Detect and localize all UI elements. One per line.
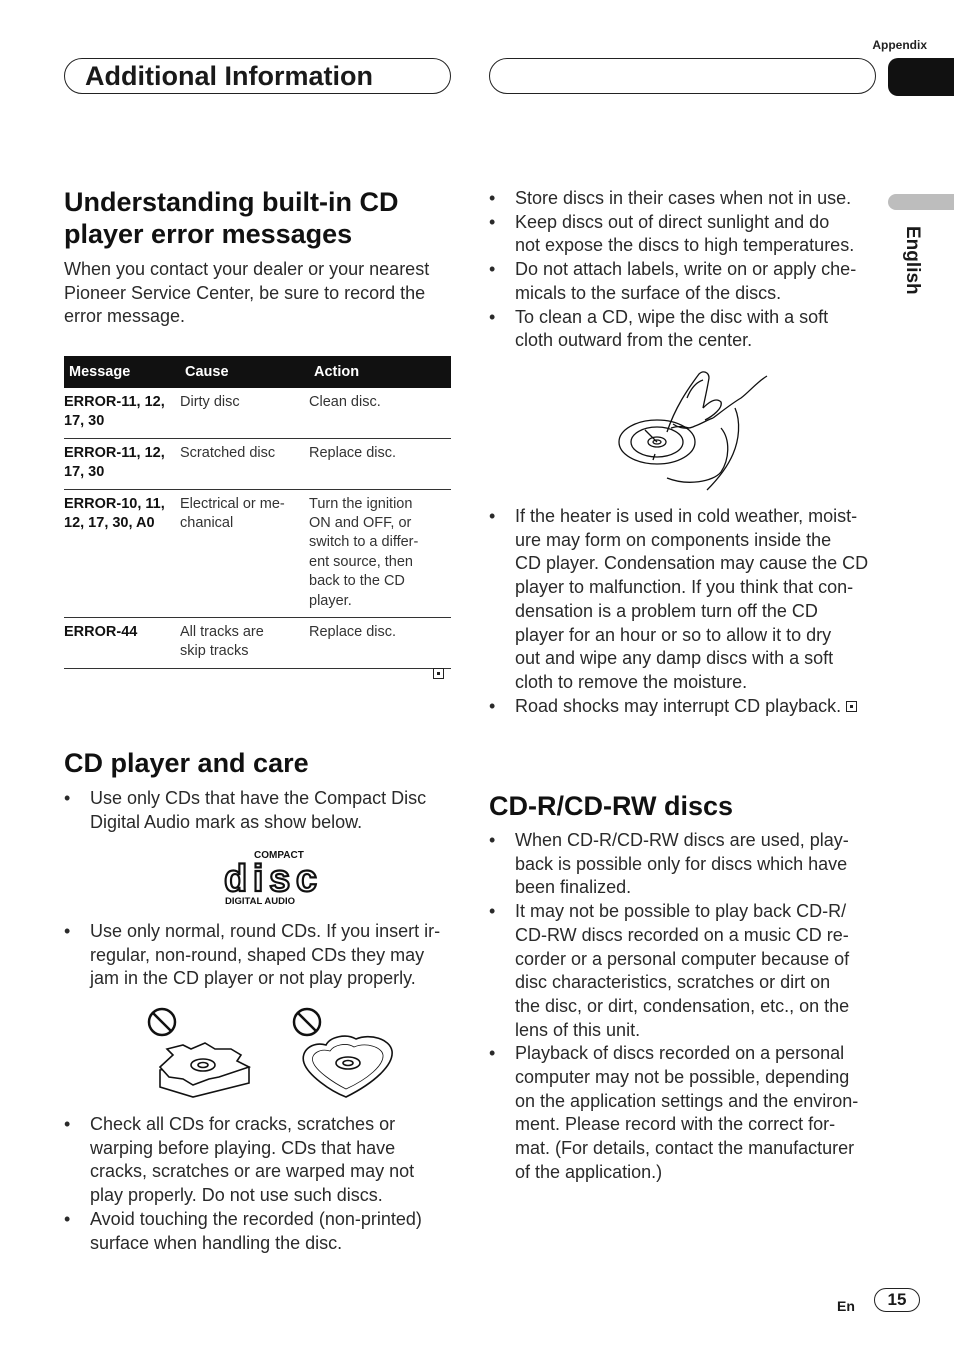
language-code: En [837, 1298, 855, 1314]
list-item-line: player for an hour or so to allow it to dry [515, 624, 832, 645]
list-item-line: cracks, scratches or are warped may not [90, 1161, 415, 1182]
cell-line: ERROR-10, 11, [64, 495, 165, 512]
list-item-line: play properly. Do not use such discs. [90, 1185, 383, 1206]
list-item-line: • To clean a CD, wipe the disc with a soft [515, 306, 829, 327]
table-cell-message [64, 388, 180, 438]
list-item [489, 1042, 884, 1184]
end-mark-icon [433, 665, 444, 683]
table-row [64, 438, 451, 489]
prohibited-icon [294, 1009, 320, 1035]
irregular-disc-illustration [145, 1005, 255, 1100]
list-item [489, 695, 884, 719]
list-item-line: corder or a personal computer because of [515, 948, 850, 969]
list-item-line: • Avoid touching the recorded (non-printed) [90, 1208, 422, 1229]
cell-line: ON and OFF, or [309, 515, 412, 532]
intro-line: When you contact your dealer or your nearest [64, 259, 430, 279]
list-item-line: out and wipe any damp discs with a soft [515, 648, 834, 669]
table-cell-action [309, 388, 451, 438]
table-header-row [64, 356, 451, 388]
cell-line: Scratched disc [180, 444, 276, 461]
intro-line: error message. [64, 306, 186, 327]
cd-cleaning-illustration [617, 368, 773, 493]
list-item-line: jam in the CD player or not play properly. [90, 968, 416, 989]
col-header: Action [309, 356, 451, 388]
cell-line: Dirty disc [180, 394, 240, 410]
list-item-line [515, 695, 884, 719]
table-cell-cause [180, 489, 309, 617]
list-item-line: computer may not be possible, depending [515, 1067, 850, 1088]
cell-line: back to the CD [309, 573, 405, 590]
logo-bottom-text: DIGITAL AUDIO [225, 896, 296, 906]
care-heading: CD player and care [64, 748, 309, 778]
list-item-line: regular, non-round, shaped CDs they may [90, 944, 425, 965]
table-cell-cause [180, 388, 309, 438]
table-row [64, 388, 451, 438]
cell-line: 12, 17, 30, A0 [64, 515, 155, 532]
cell-line: 17, 30 [64, 413, 105, 430]
compact-disc-logo [222, 848, 318, 906]
table-cell-message [64, 618, 180, 669]
list-item [489, 211, 884, 258]
cell-line: ERROR-11, 12, [64, 394, 165, 410]
table-cell-cause [180, 618, 309, 669]
col-header: Message [64, 356, 180, 388]
table-row [64, 489, 451, 617]
cell-line: Electrical or me- [180, 495, 285, 512]
list-item-line: micals to the surface of the discs. [515, 282, 782, 303]
list-item-line: • Use only CDs that have the Compact Disc [90, 788, 427, 808]
table-cell-action [309, 618, 451, 669]
list-item-line: • Playback of discs recorded on a personal [515, 1043, 845, 1064]
heart-disc-illustration [290, 1005, 400, 1100]
cell-line: ent source, then [309, 553, 413, 570]
list-item-line: of the application.) [515, 1161, 663, 1182]
list-item [489, 187, 884, 211]
chapter-title: Additional Information [85, 61, 373, 91]
table-cell-action [309, 489, 451, 617]
list-item-line: warping before playing. CDs that have [90, 1137, 396, 1158]
cdr-list [489, 829, 884, 1185]
error-heading-line1: Understanding built-in CD [64, 187, 399, 217]
list-item-line: • Keep discs out of direct sunlight and do [515, 211, 830, 232]
table-row [64, 618, 451, 669]
cdr-heading: CD-R/CD-RW discs [489, 791, 734, 821]
list-item-line: • Do not attach labels, write on or apply che- [515, 259, 857, 280]
cell-line: skip tracks [180, 643, 249, 660]
table-cell-cause [180, 438, 309, 489]
cell-line: 17, 30 [64, 464, 105, 481]
list-item-line: disc characteristics, scratches or dirt on [515, 972, 831, 993]
logo-top-text: COMPACT [254, 850, 304, 861]
cell-line: ERROR-44 [64, 624, 138, 641]
list-item-line: • It may not be possible to play back CD-R/ [515, 901, 847, 922]
section-label: Appendix [872, 38, 927, 52]
list-item-line: • Store discs in their cases when not in use. [515, 188, 852, 208]
table-cell-message [64, 489, 180, 617]
list-item-line: surface when handling the disc. [90, 1232, 343, 1253]
list-item-line: • Check all CDs for cracks, scratches or [90, 1114, 396, 1134]
list-item [489, 505, 884, 695]
cdr-section-heading [489, 790, 733, 822]
list-item-line: back is possible only for discs which have [515, 853, 848, 874]
cell-line: Clean disc. [309, 394, 381, 410]
cell-line: switch to a differ- [309, 534, 419, 551]
list-item [489, 306, 884, 353]
error-intro [64, 258, 459, 329]
list-item-line: ment. Please record with the correct for- [515, 1114, 836, 1135]
list-item-line: Digital Audio mark as show below. [90, 811, 363, 832]
logo-main-text: disc [224, 858, 316, 900]
list-item-line: player to malfunction. If you think that con- [515, 577, 854, 598]
list-item-line: the disc, or dirt, condensation, etc., on the [515, 995, 850, 1016]
list-item-line: cloth to remove the moisture. [515, 671, 748, 692]
list-item-text: Road shocks may interrupt CD playback. [515, 695, 842, 716]
error-table [64, 356, 451, 669]
cell-line: player. [309, 592, 352, 609]
list-item [64, 1113, 459, 1208]
right-list-a [489, 187, 884, 353]
list-item-line: been finalized. [515, 877, 632, 898]
blank-header-pill [489, 58, 876, 94]
error-heading-line2: player error messages [64, 219, 353, 249]
col-header: Cause [180, 356, 309, 388]
cell-line: Replace disc. [309, 444, 397, 461]
list-item-line: CD player. Condensation may cause the CD [515, 553, 869, 574]
heart-disc-icon [303, 1036, 392, 1097]
table-cell-action [309, 438, 451, 489]
page-number: 15 [874, 1288, 920, 1312]
list-item-line: • Use only normal, round CDs. If you insert ir- [90, 921, 441, 941]
care-section-heading [64, 747, 309, 779]
care-list-b [64, 920, 459, 991]
list-item [64, 1208, 459, 1255]
cell-line: ERROR-11, 12, [64, 444, 165, 461]
table-cell-message [64, 438, 180, 489]
list-item-line: not expose the discs to high temperatures. [515, 235, 855, 256]
cell-line: All tracks are [180, 624, 264, 641]
language-side-tab [893, 226, 929, 306]
list-item [64, 920, 459, 991]
right-list-b [489, 505, 884, 718]
section-tab-marker [888, 58, 954, 96]
list-item-line: lens of this unit. [515, 1019, 641, 1040]
end-mark-icon [846, 701, 857, 712]
list-item-line: CD-RW discs recorded on a music CD re- [515, 924, 849, 945]
care-list-c [64, 1113, 459, 1255]
language-label: English [902, 226, 923, 295]
list-item [489, 829, 884, 900]
chapter-title-pill [64, 58, 451, 94]
error-section-heading [64, 186, 464, 250]
prohibited-icon [149, 1009, 175, 1035]
list-item-line: • When CD-R/CD-RW discs are used, play- [515, 830, 849, 850]
list-item-line: mat. (For details, contact the manufacturer [515, 1138, 855, 1159]
cell-line: Turn the ignition [309, 495, 413, 512]
intro-line: Pioneer Service Center, be sure to record the [64, 282, 426, 303]
cell-line: chanical [180, 515, 234, 532]
list-item-line: • If the heater is used in cold weather, moist- [515, 506, 858, 526]
list-item-line: ure may form on components inside the [515, 529, 832, 550]
list-item [64, 787, 459, 834]
language-tab-marker [888, 194, 954, 210]
care-list-a [64, 787, 459, 834]
list-item [489, 258, 884, 305]
shaped-disc-icon [160, 1043, 249, 1097]
list-item-line: cloth outward from the center. [515, 330, 753, 351]
list-item [489, 900, 884, 1042]
list-item-line: on the application settings and the environ- [515, 1090, 859, 1111]
cell-line: Replace disc. [309, 624, 397, 641]
list-item-line: densation is a problem turn off the CD [515, 600, 818, 621]
